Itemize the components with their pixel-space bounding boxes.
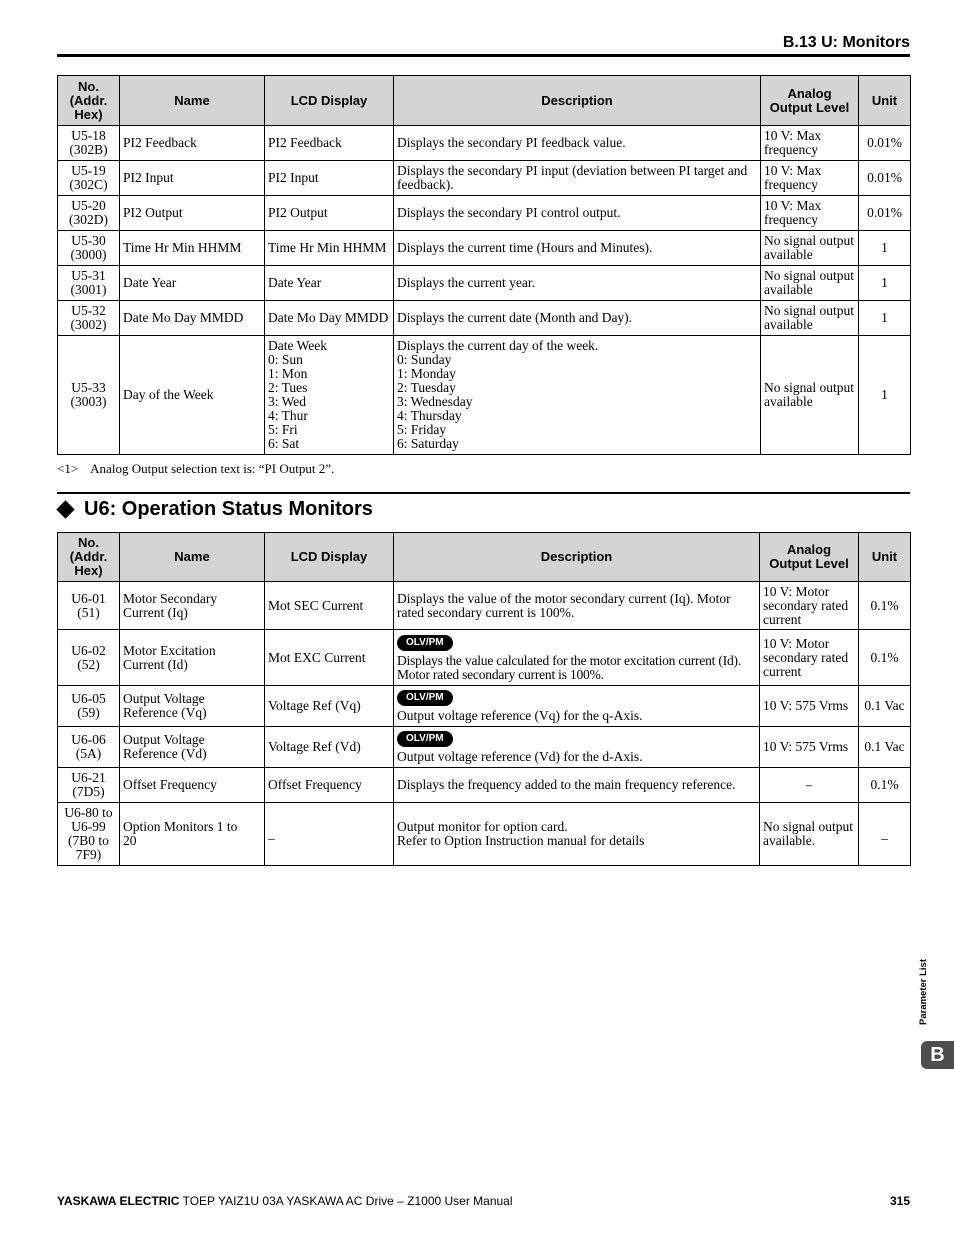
param-analog: 10 V: 575 Vrms [760, 686, 859, 727]
param-analog: No signal output available [761, 231, 859, 266]
param-unit: _ [859, 803, 911, 866]
footnote [57, 461, 334, 477]
param-name: Offset Frequency [120, 768, 265, 803]
col-header-lcd: LCD Display [265, 533, 394, 582]
param-description-text: Output voltage reference (Vq) for the q-Axis. [397, 708, 643, 723]
param-unit: 0.01% [859, 126, 911, 161]
param-description: Displays the current time (Hours and Minutes). [394, 231, 761, 266]
param-number: U5-19 (302C) [58, 161, 120, 196]
param-description-text: Output voltage reference (Vd) for the d-Axis. [397, 749, 643, 764]
param-unit: 0.1% [859, 768, 911, 803]
param-analog: No signal output available [761, 336, 859, 455]
param-analog: 10 V: Max frequency [761, 126, 859, 161]
col-header-unit: Unit [859, 76, 911, 126]
param-unit: 1 [859, 266, 911, 301]
param-analog: No signal output available. [760, 803, 859, 866]
param-unit: 0.1% [859, 582, 911, 630]
param-unit: 0.01% [859, 161, 911, 196]
footnote-text: Analog Output selection text is: “PI Output 2”. [90, 461, 335, 476]
param-number: U5-32 (3002) [58, 301, 120, 336]
table-row [58, 196, 911, 231]
section-rule [57, 492, 910, 494]
param-lcd: Date Year [265, 266, 394, 301]
param-name: Motor Excitation Current (Id) [120, 630, 265, 686]
param-description: Displays the secondary PI feedback value. [394, 126, 761, 161]
col-header-analog: Analog Output Level [761, 76, 859, 126]
olv-pm-badge: OLV/PM [397, 635, 453, 651]
param-description: Output monitor for option card. Refer to Option Instruction manual for details [394, 803, 760, 866]
param-description [394, 727, 760, 768]
param-lcd: Offset Frequency [265, 768, 394, 803]
param-analog: 10 V: Motor secondary rated current [760, 630, 859, 686]
table-row [58, 768, 911, 803]
param-analog: 10 V: 575 Vrms [760, 727, 859, 768]
table-row [58, 686, 911, 727]
param-unit: 1 [859, 231, 911, 266]
param-name: Date Mo Day MMDD [120, 301, 265, 336]
param-name: PI2 Output [120, 196, 265, 231]
param-lcd: PI2 Input [265, 161, 394, 196]
param-number: U6-05 (59) [58, 686, 120, 727]
param-description-text: Displays the value calculated for the motor excitation current (Id). Motor rated secondary current is 100%. [397, 652, 742, 682]
param-unit: 0.1 Vac [859, 727, 911, 768]
table-row [58, 582, 911, 630]
col-header-lcd: LCD Display [265, 76, 394, 126]
section-heading-text: U6: Operation Status Monitors [84, 498, 373, 520]
param-lcd: Voltage Ref (Vq) [265, 686, 394, 727]
param-analog: No signal output available [761, 301, 859, 336]
table-row [58, 126, 911, 161]
param-number: U5-30 (3000) [58, 231, 120, 266]
param-lcd: Date Mo Day MMDD [265, 301, 394, 336]
param-name: Option Monitors 1 to 20 [120, 803, 265, 866]
page-number: 315 [889, 1194, 910, 1208]
param-number: U6-02 (52) [58, 630, 120, 686]
header-rule [57, 54, 910, 57]
param-lcd: Mot EXC Current [265, 630, 394, 686]
olv-pm-badge: OLV/PM [397, 690, 453, 706]
table-row [58, 630, 911, 686]
table-row [58, 161, 911, 196]
param-number: U5-20 (302D) [58, 196, 120, 231]
param-analog: 10 V: Motor secondary rated current [760, 582, 859, 630]
param-lcd: Time Hr Min HHMM [265, 231, 394, 266]
param-number: U5-18 (302B) [58, 126, 120, 161]
param-lcd: _ [265, 803, 394, 866]
param-name: Output Voltage Reference (Vd) [120, 727, 265, 768]
param-description: Displays the current year. [394, 266, 761, 301]
table-row [58, 336, 911, 455]
u6-parameter-table [57, 532, 911, 866]
section-title: B.13 U: Monitors [782, 34, 910, 51]
param-number: U5-31 (3001) [58, 266, 120, 301]
footer-brand: YASKAWA ELECTRIC [57, 1194, 180, 1208]
param-description: Displays the current date (Month and Day). [394, 301, 761, 336]
param-unit: 1 [859, 336, 911, 455]
param-analog: No signal output available [761, 266, 859, 301]
side-tab-label: Parameter List [918, 958, 929, 1025]
table-row [58, 727, 911, 768]
param-lcd: PI2 Feedback [265, 126, 394, 161]
param-description: Displays the value of the motor secondary current (Iq). Motor rated secondary current is 100%. [394, 582, 760, 630]
footer-manual-title: TOEP YAIZ1U 03A YASKAWA AC Drive – Z1000 User Manual [182, 1194, 513, 1208]
param-description: Displays the current day of the week. 0: Sunday 1: Monday 2: Tuesday 3: Wednesday 4: Thursday 5: Friday 6: Saturday [394, 336, 761, 455]
param-unit: 0.1 Vac [859, 686, 911, 727]
col-header-analog: Analog Output Level [760, 533, 859, 582]
u5-parameter-table [57, 75, 911, 455]
param-name: Output Voltage Reference (Vq) [120, 686, 265, 727]
param-name: PI2 Feedback [120, 126, 265, 161]
diamond-bullet-icon [56, 500, 74, 518]
param-unit: 1 [859, 301, 911, 336]
param-analog: 10 V: Max frequency [761, 196, 859, 231]
param-description: Displays the frequency added to the main frequency reference. [394, 768, 760, 803]
param-lcd: Voltage Ref (Vd) [265, 727, 394, 768]
param-unit: 0.1% [859, 630, 911, 686]
param-lcd: PI2 Output [265, 196, 394, 231]
param-name: Day of the Week [120, 336, 265, 455]
section-heading [55, 498, 373, 521]
param-name: Motor Secondary Current (Iq) [120, 582, 265, 630]
col-header-name: Name [120, 76, 265, 126]
table-row [58, 266, 911, 301]
param-analog: – [760, 768, 859, 803]
param-description: Displays the secondary PI input (deviation between PI target and feedback). [394, 161, 761, 196]
param-lcd: Mot SEC Current [265, 582, 394, 630]
col-header-no: No. (Addr. Hex) [58, 533, 120, 582]
param-number: U6-06 (5A) [58, 727, 120, 768]
param-unit: 0.01% [859, 196, 911, 231]
olv-pm-badge: OLV/PM [397, 731, 453, 747]
param-number: U6-80 to U6-99 (7B0 to 7F9) [58, 803, 120, 866]
page-footer [57, 1194, 910, 1208]
col-header-unit: Unit [859, 533, 911, 582]
param-name: Date Year [120, 266, 265, 301]
table-row [58, 301, 911, 336]
param-name: Time Hr Min HHMM [120, 231, 265, 266]
param-number: U6-01 (51) [58, 582, 120, 630]
footnote-ref: <1> [57, 461, 79, 476]
side-tab-letter[interactable]: B [921, 1041, 954, 1069]
table-row [58, 803, 911, 866]
param-lcd: Date Week 0: Sun 1: Mon 2: Tues 3: Wed 4: Thur 5: Fri 6: Sat [265, 336, 394, 455]
param-analog: 10 V: Max frequency [761, 161, 859, 196]
col-header-no: No. (Addr. Hex) [58, 76, 120, 126]
param-description [394, 630, 760, 686]
table-row [58, 231, 911, 266]
param-number: U6-21 (7D5) [58, 768, 120, 803]
col-header-description: Description [394, 533, 760, 582]
param-description [394, 686, 760, 727]
col-header-name: Name [120, 533, 265, 582]
param-number: U5-33 (3003) [58, 336, 120, 455]
col-header-description: Description [394, 76, 761, 126]
param-name: PI2 Input [120, 161, 265, 196]
param-description: Displays the secondary PI control output. [394, 196, 761, 231]
